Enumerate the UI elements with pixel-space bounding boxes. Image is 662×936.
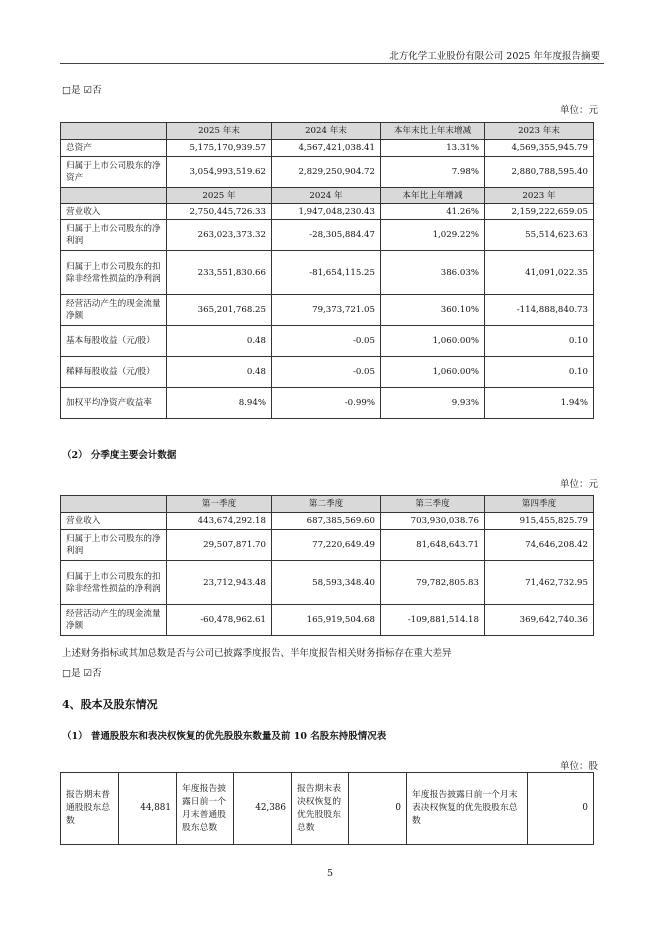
table-header-row xyxy=(61,496,594,513)
table-cell: -0.99% xyxy=(272,388,381,419)
row-label: 归属于上市公司股东的净利润 xyxy=(61,530,167,561)
prior-month-preferred-value: 0 xyxy=(528,773,594,845)
table-cell: 13.31% xyxy=(381,140,485,157)
table-cell: 3,054,993,519.62 xyxy=(167,157,272,188)
table-row xyxy=(61,326,594,357)
table-cell: 703,930,038.76 xyxy=(381,513,485,530)
row-label: 加权平均净资产收益率 xyxy=(61,388,167,419)
table-cell: 71,462,732.95 xyxy=(485,561,594,605)
table-cell: 5,175,170,939.57 xyxy=(167,140,272,157)
table-cell: 7.98% xyxy=(381,157,485,188)
column-header: 2023 年 xyxy=(485,188,594,204)
column-header: 2024 年末 xyxy=(272,123,381,140)
row-label: 营业收入 xyxy=(61,513,167,530)
row-label: 归属于上市公司股东的净利润 xyxy=(61,220,167,251)
table-row xyxy=(61,388,594,419)
table-cell: 55,514,623.63 xyxy=(485,220,594,251)
table-cell: -0.05 xyxy=(272,357,381,388)
unit-label-yuan-2: 单位：元 xyxy=(559,479,598,490)
table-cell: 29,507,871.70 xyxy=(167,530,272,561)
table-cell: 23,712,943.48 xyxy=(167,561,272,605)
table-header-row xyxy=(61,123,594,140)
table-cell: -109,881,514.18 xyxy=(381,605,485,636)
page-header-title: 北方化学工业股份有限公司 2025 年年度报告摘要 xyxy=(389,51,600,62)
table-cell: 0.10 xyxy=(485,357,594,388)
table-cell: 386.03% xyxy=(381,251,485,295)
table-cell: 1.94% xyxy=(485,388,594,419)
prior-month-shareholders-label: 年度报告披露日前一个月末普通股股东总数 xyxy=(177,773,234,845)
preferred-shareholders-value: 0 xyxy=(349,773,407,845)
column-header xyxy=(61,496,167,513)
table-cell: 81,648,643.71 xyxy=(381,530,485,561)
table-cell: -60,478,962.61 xyxy=(167,605,272,636)
column-header: 2025 年 xyxy=(167,188,272,204)
table-cell: -81,654,115.25 xyxy=(272,251,381,295)
column-header: 第三季度 xyxy=(381,496,485,513)
table-cell: 4,569,355,945.79 xyxy=(485,140,594,157)
table-cell: 2,880,788,595.40 xyxy=(485,157,594,188)
column-header: 第四季度 xyxy=(485,496,594,513)
table-row xyxy=(61,530,594,561)
column-header: 本年比上年增减 xyxy=(381,188,485,204)
table-cell: 365,201,768.25 xyxy=(167,295,272,326)
table-row xyxy=(61,220,594,251)
table-cell: 233,551,830.66 xyxy=(167,251,272,295)
table-row xyxy=(61,295,594,326)
page-number: 5 xyxy=(327,868,334,879)
table-cell: 1,947,048,230.43 xyxy=(272,204,381,220)
table-cell: 9.93% xyxy=(381,388,485,419)
row-label: 经营活动产生的现金流量净额 xyxy=(61,605,167,636)
table-cell: 443,674,292.18 xyxy=(167,513,272,530)
column-header xyxy=(61,188,167,204)
table-cell: -0.05 xyxy=(272,326,381,357)
total-shareholders-value: 44,881 xyxy=(119,773,177,845)
table-cell: 360.10% xyxy=(381,295,485,326)
quarter-section-title: （2） 分季度主要会计数据 xyxy=(62,450,177,461)
unit-label-share: 单位：股 xyxy=(559,761,598,772)
column-header: 2025 年末 xyxy=(167,123,272,140)
table-row xyxy=(61,204,594,220)
quarter-discrepancy-note: 上述财务指标或其加总数是否与公司已披露季度报告、半年度报告相关财务指标存在重大差异 xyxy=(62,648,452,659)
table-cell: 2,750,445,726.33 xyxy=(167,204,272,220)
column-header: 第一季度 xyxy=(167,496,272,513)
column-header: 2024 年 xyxy=(272,188,381,204)
table-cell: 58,593,348.40 xyxy=(272,561,381,605)
table-cell: 41.26% xyxy=(381,204,485,220)
row-label: 总资产 xyxy=(61,140,167,157)
table-cell: 74,646,208.42 xyxy=(485,530,594,561)
total-shareholders-label: 报告期末普通股股东总数 xyxy=(61,773,119,845)
table-cell: 687,385,569.60 xyxy=(272,513,381,530)
table-cell: 79,782,805.83 xyxy=(381,561,485,605)
table-cell: 8.94% xyxy=(167,388,272,419)
table-cell: 165,919,504.68 xyxy=(272,605,381,636)
table-cell: 263,023,373.32 xyxy=(167,220,272,251)
shareholder-section-title: （1） 普通股股东和表决权恢复的优先股股东数量及前 10 名股东持股情况表 xyxy=(62,731,387,742)
column-header: 2023 年末 xyxy=(485,123,594,140)
table-cell: 369,642,740.36 xyxy=(485,605,594,636)
header-divider xyxy=(60,63,604,64)
table-cell: 915,455,825.79 xyxy=(485,513,594,530)
table-row xyxy=(61,251,594,295)
row-label: 归属于上市公司股东的净资产 xyxy=(61,157,167,188)
annual-financial-table xyxy=(60,122,594,419)
table-row xyxy=(61,140,594,157)
table-cell: 1,029.22% xyxy=(381,220,485,251)
table-cell: 0.48 xyxy=(167,357,272,388)
yes-no-choice-1: □是 ☑否 xyxy=(62,85,102,96)
row-label: 基本每股收益（元/股） xyxy=(61,326,167,357)
shareholder-count-table xyxy=(60,772,594,845)
preferred-shareholders-label: 报告期末表决权恢复的优先股股东总数 xyxy=(292,773,349,845)
table-cell: 79,373,721.05 xyxy=(272,295,381,326)
table-row xyxy=(61,157,594,188)
yes-no-choice-2: □是 ☑否 xyxy=(62,668,102,679)
table-cell: 2,159,222,659.05 xyxy=(485,204,594,220)
table-cell: 0.10 xyxy=(485,326,594,357)
row-label: 营业收入 xyxy=(61,204,167,220)
table-cell: 2,829,250,904.72 xyxy=(272,157,381,188)
prior-month-preferred-label: 年度报告披露日前一个月末表决权恢复的优先股股东总数 xyxy=(407,773,528,845)
row-label: 归属于上市公司股东的扣除非经常性损益的净利润 xyxy=(61,561,167,605)
table-cell: 0.48 xyxy=(167,326,272,357)
table-row xyxy=(61,561,594,605)
table-cell: -114,888,840.73 xyxy=(485,295,594,326)
table-row xyxy=(61,357,594,388)
row-label: 归属于上市公司股东的扣除非经常性损益的净利润 xyxy=(61,251,167,295)
section-4-heading: 4、股本及股东情况 xyxy=(62,698,158,711)
row-label: 经营活动产生的现金流量净额 xyxy=(61,295,167,326)
unit-label-yuan: 单位：元 xyxy=(559,105,598,116)
table-header-row xyxy=(61,188,594,204)
column-header xyxy=(61,123,167,140)
table-cell: 1,060.00% xyxy=(381,357,485,388)
table-cell: 4,567,421,038.41 xyxy=(272,140,381,157)
table-cell: -28,305,884.47 xyxy=(272,220,381,251)
prior-month-shareholders-value: 42,386 xyxy=(234,773,292,845)
column-header: 第二季度 xyxy=(272,496,381,513)
table-row xyxy=(61,605,594,636)
table-cell: 77,220,649.49 xyxy=(272,530,381,561)
row-label: 稀释每股收益（元/股） xyxy=(61,357,167,388)
table-cell: 1,060.00% xyxy=(381,326,485,357)
table-row xyxy=(61,513,594,530)
quarter-financial-table xyxy=(60,495,594,636)
table-cell: 41,091,022.35 xyxy=(485,251,594,295)
column-header: 本年末比上年末增减 xyxy=(381,123,485,140)
